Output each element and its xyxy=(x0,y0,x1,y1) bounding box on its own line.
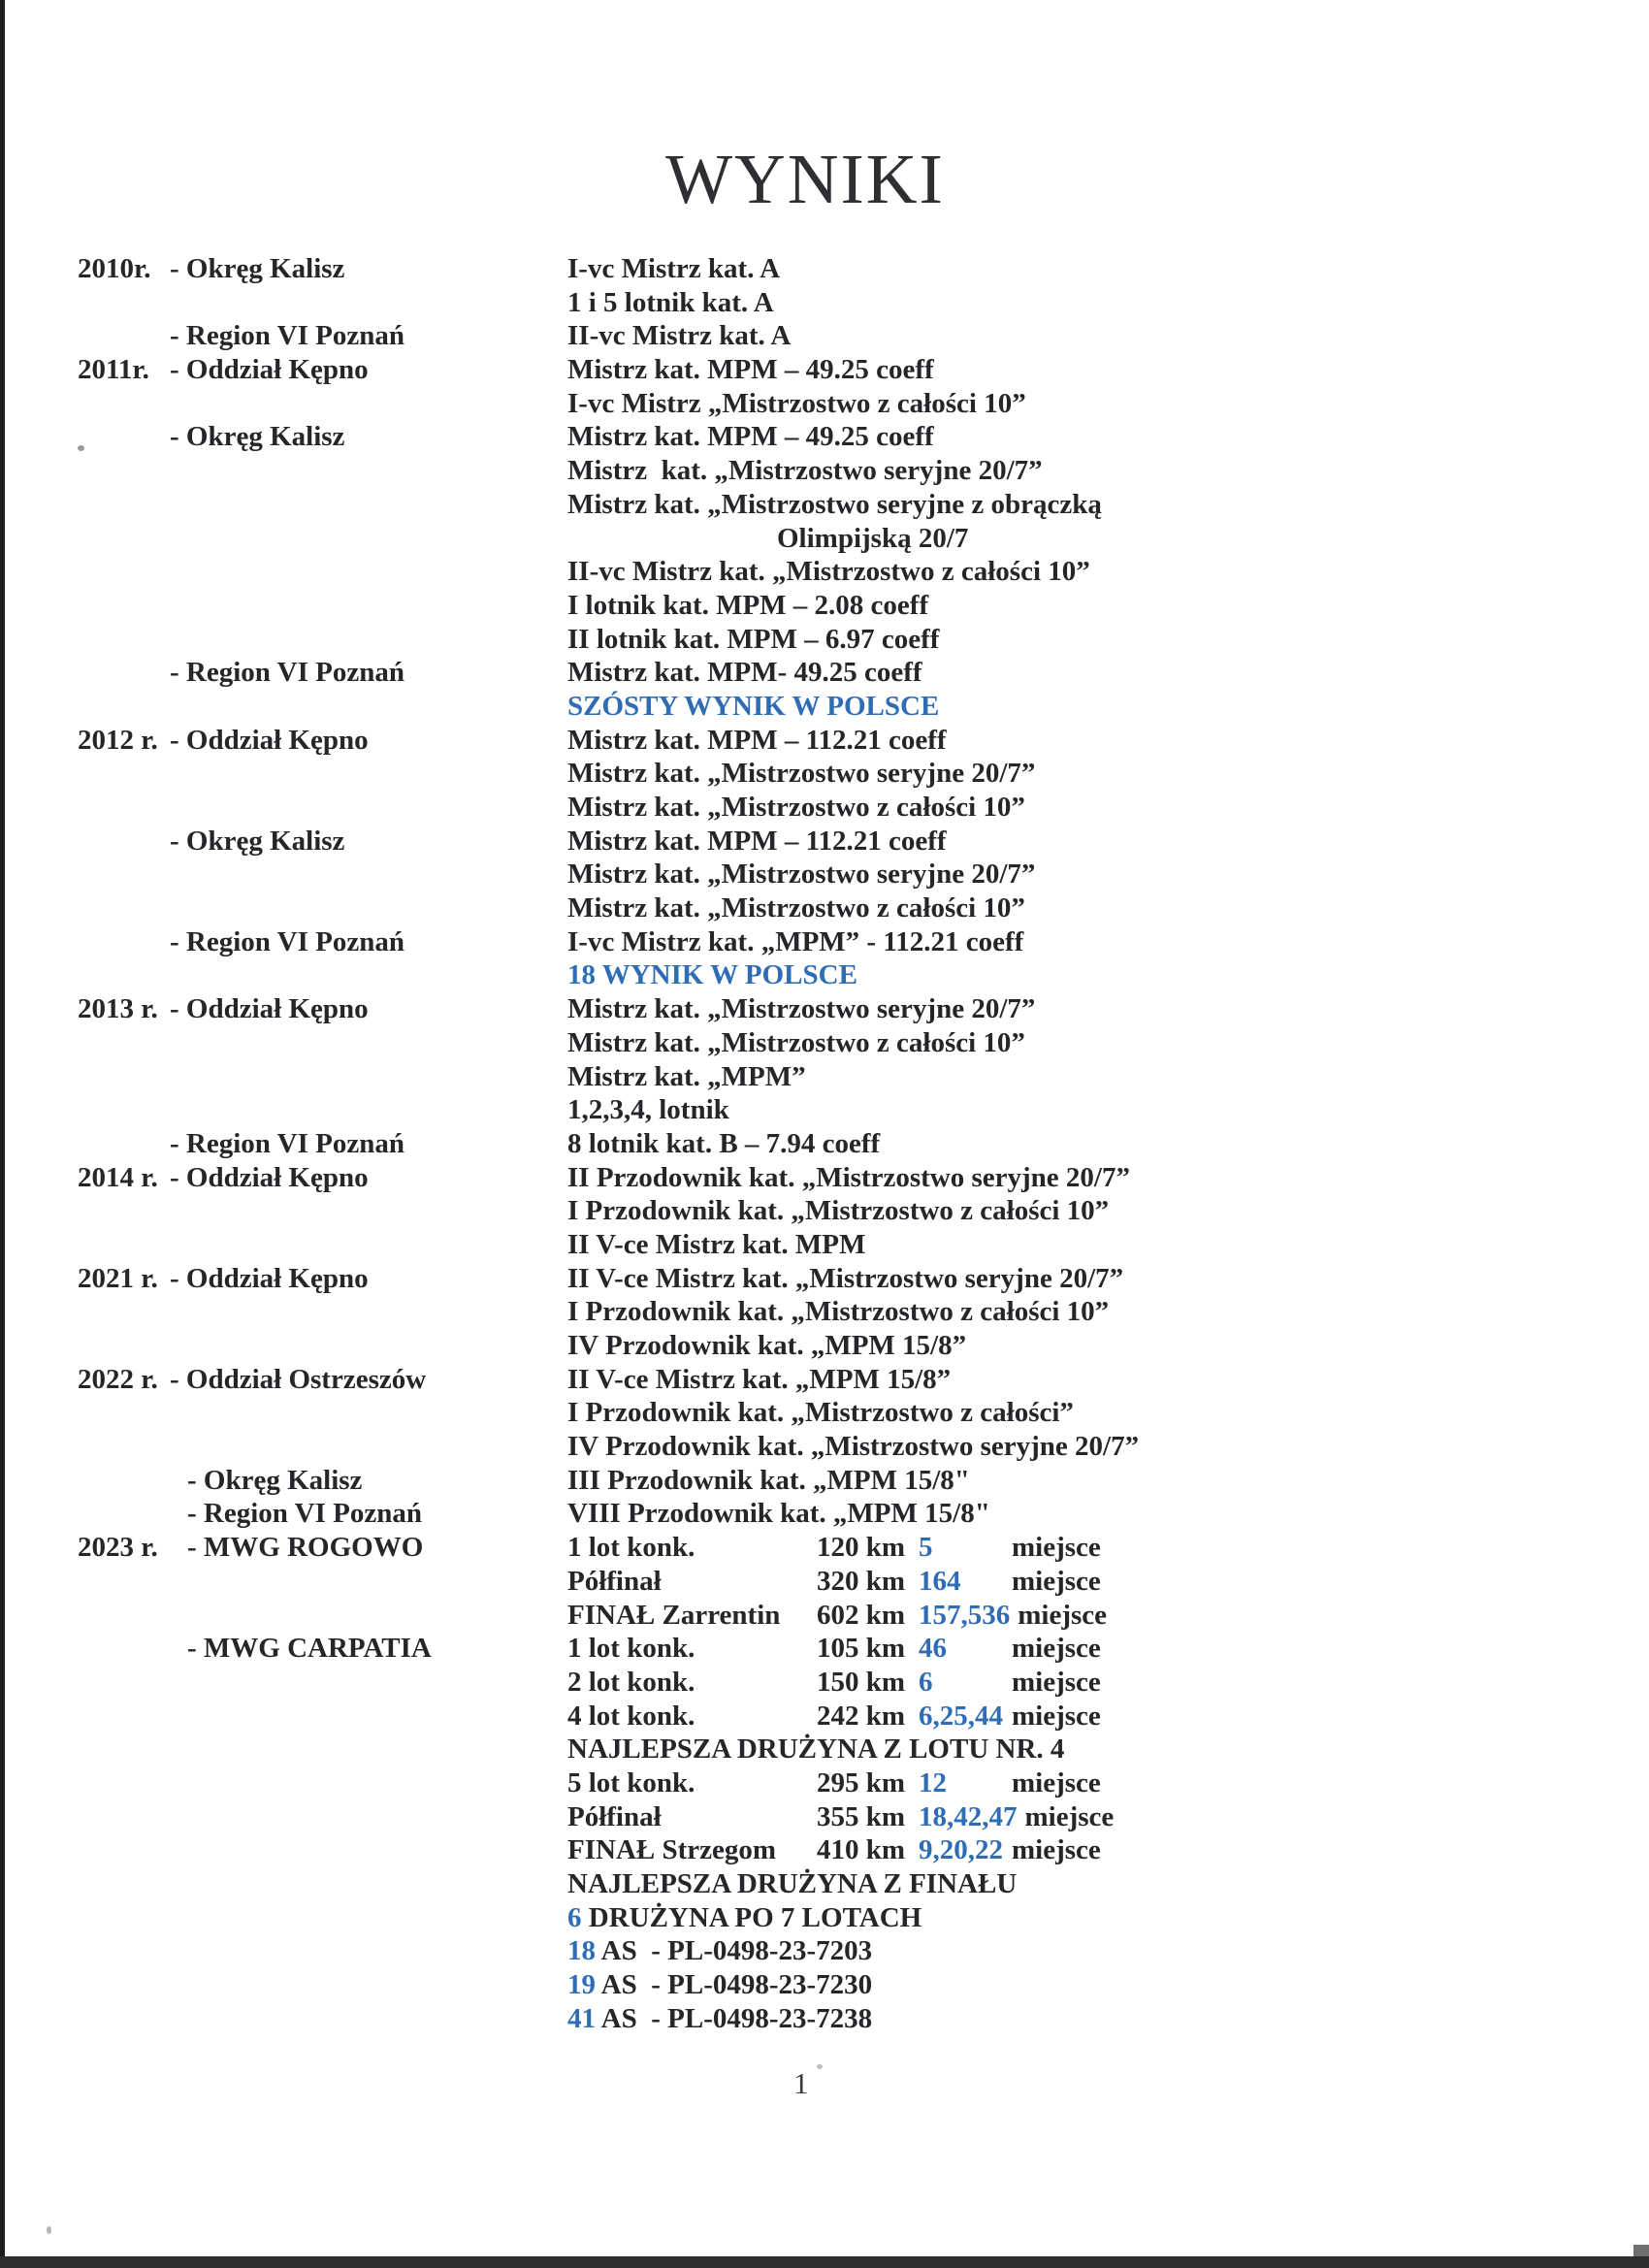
result-row xyxy=(78,858,1649,891)
flight-place-suffix: miejsce xyxy=(1012,1666,1101,1698)
year-label: 2021 r. xyxy=(78,1262,158,1294)
result-text xyxy=(567,1766,1649,1800)
result-text xyxy=(567,1968,1649,2002)
flight-place: 18,42,47 xyxy=(919,1800,1018,1832)
result-text: I Przodownik kat. „Mistrzostwo z całości 10” xyxy=(567,1195,1110,1227)
flight-place-suffix: miejsce xyxy=(1012,1633,1101,1665)
flight-place: 164 xyxy=(919,1565,961,1597)
result-row xyxy=(78,555,1649,589)
flight-place-suffix: miejsce xyxy=(1018,1599,1108,1631)
result-text: Mistrz kat. MPM- 49.25 coeff xyxy=(567,657,922,689)
org-label: - Region VI Poznań xyxy=(170,925,404,957)
result-text: Mistrz kat. „Mistrzostwo seryjne 20/7” xyxy=(567,859,1036,891)
flight-label: 5 lot konk. xyxy=(567,1766,695,1798)
flight-place-suffix: miejsce xyxy=(1012,1700,1101,1732)
result-text: II-vc Mistrz kat. „Mistrzostwo z całości 10” xyxy=(567,556,1090,588)
result-text: VIII Przodownik kat. „MPM 15/8" xyxy=(567,1498,990,1530)
result-text: II Przodownik kat. „Mistrzostwo seryjne 20/7” xyxy=(567,1161,1130,1193)
result-text: II-vc Mistrz kat. A xyxy=(567,320,792,352)
flight-label: FINAŁ Zarrentin xyxy=(567,1599,781,1631)
result-text: I-vc Mistrz kat. A xyxy=(567,253,781,284)
result-row xyxy=(78,1093,1649,1127)
result-text: 1,2,3,4, lotnik xyxy=(567,1094,729,1126)
result-text xyxy=(567,1800,1649,1834)
flight-distance: 295 km xyxy=(816,1766,905,1798)
org-label: - Oddział Kępno xyxy=(170,1161,369,1193)
result-text xyxy=(567,1599,1649,1633)
flight-label: 1 lot konk. xyxy=(567,1633,695,1665)
year-label: 2011r. xyxy=(78,354,149,386)
org-label: - MWG CARPATIA xyxy=(187,1633,432,1665)
result-part: 19 xyxy=(567,1969,601,2001)
year-label: 2013 r. xyxy=(78,993,158,1025)
result-text xyxy=(567,1666,1649,1700)
result-row xyxy=(78,319,1649,353)
result-row xyxy=(78,522,1649,556)
result-text: IV Przodownik kat. „MPM 15/8” xyxy=(567,1330,967,1361)
result-row xyxy=(78,724,1649,758)
result-text: II V-ce Mistrz kat. „Mistrzostwo seryjne 20/7” xyxy=(567,1262,1124,1294)
result-row xyxy=(78,1934,1649,1968)
result-row xyxy=(78,1867,1649,1901)
flight-label: Półfinał xyxy=(567,1565,662,1597)
result-row xyxy=(78,286,1649,320)
result-row xyxy=(78,1800,1649,1834)
flight-distance: 150 km xyxy=(816,1666,905,1698)
result-row xyxy=(78,589,1649,623)
org-label: - Region VI Poznań xyxy=(170,657,404,689)
flight-place: 9,20,22 xyxy=(919,1834,1003,1866)
result-row xyxy=(78,825,1649,859)
flight-label: Półfinał xyxy=(567,1800,662,1832)
result-row xyxy=(78,925,1649,959)
result-row xyxy=(78,488,1649,522)
flight-distance: 602 km xyxy=(816,1599,905,1631)
result-part: 18 xyxy=(567,1935,601,1967)
scan-speck xyxy=(47,2226,51,2234)
org-label: - Okręg Kalisz xyxy=(170,825,345,857)
scan-bottom-edge xyxy=(0,2256,1649,2268)
result-row xyxy=(78,757,1649,791)
result-row xyxy=(78,387,1649,421)
flight-label: 4 lot konk. xyxy=(567,1700,695,1732)
result-text: III Przodownik kat. „MPM 15/8" xyxy=(567,1464,970,1496)
result-part: 41 xyxy=(567,2002,601,2034)
result-text: Mistrz kat. MPM – 112.21 coeff xyxy=(567,724,947,756)
flight-place-suffix: miejsce xyxy=(1012,1766,1101,1798)
result-row xyxy=(78,1968,1649,2002)
result-row xyxy=(78,353,1649,387)
result-text: 18 WYNIK W POLSCE xyxy=(567,959,857,991)
year-label: 2010r. xyxy=(78,253,151,284)
result-row xyxy=(78,1295,1649,1329)
result-row xyxy=(78,1833,1649,1867)
result-row xyxy=(78,958,1649,992)
flight-label: 2 lot konk. xyxy=(567,1666,695,1698)
flight-distance: 410 km xyxy=(816,1834,905,1866)
flight-distance: 320 km xyxy=(816,1565,905,1597)
scan-left-edge xyxy=(0,0,5,2268)
year-label: 2012 r. xyxy=(78,724,158,756)
result-text: I lotnik kat. MPM – 2.08 coeff xyxy=(567,589,929,621)
result-row xyxy=(78,1700,1649,1733)
result-row xyxy=(78,891,1649,925)
org-label: - Okręg Kalisz xyxy=(170,253,345,284)
result-row xyxy=(78,1329,1649,1363)
page-title: WYNIKI xyxy=(665,140,945,218)
result-text: I Przodownik kat. „Mistrzostwo z całości 10” xyxy=(567,1296,1110,1328)
result-row xyxy=(78,1901,1649,1935)
result-row xyxy=(78,420,1649,454)
flight-label: FINAŁ Strzegom xyxy=(567,1834,777,1866)
result-row xyxy=(78,1194,1649,1228)
result-text: IV Przodownik kat. „Mistrzostwo seryjne 20/7” xyxy=(567,1431,1140,1463)
org-label: - Oddział Kępno xyxy=(170,724,369,756)
flight-place: 157,536 xyxy=(919,1599,1011,1631)
result-row xyxy=(78,1026,1649,1060)
flight-place: 46 xyxy=(919,1633,947,1665)
result-row xyxy=(78,791,1649,825)
result-part: AS - PL-0498-23-7238 xyxy=(600,2002,873,2034)
result-text: 1 i 5 lotnik kat. A xyxy=(567,286,774,318)
flight-distance: 242 km xyxy=(816,1700,905,1732)
flight-label: 1 lot konk. xyxy=(567,1532,695,1564)
result-row xyxy=(78,1396,1649,1430)
result-row xyxy=(78,1733,1649,1766)
flight-place-suffix: miejsce xyxy=(1012,1532,1101,1564)
flight-place-suffix: miejsce xyxy=(1012,1834,1101,1866)
org-label: - Oddział Ostrzeszów xyxy=(170,1363,427,1395)
result-row xyxy=(78,1363,1649,1397)
year-label: 2022 r. xyxy=(78,1363,158,1395)
result-text: Mistrz kat. MPM – 112.21 coeff xyxy=(567,825,947,857)
result-part: AS - PL-0498-23-7230 xyxy=(600,1969,873,2001)
result-row xyxy=(78,1531,1649,1565)
result-text: NAJLEPSZA DRUŻYNA Z FINAŁU xyxy=(567,1868,1018,1899)
result-row xyxy=(78,1497,1649,1531)
result-part: DRUŻYNA PO 7 LOTACH xyxy=(588,1901,922,1933)
flight-place-suffix: miejsce xyxy=(1024,1800,1115,1832)
org-label: - Oddział Kępno xyxy=(170,1262,369,1294)
result-row xyxy=(78,1666,1649,1700)
org-label: - Region VI Poznań xyxy=(170,1127,404,1159)
result-text: I-vc Mistrz kat. „MPM” - 112.21 coeff xyxy=(567,925,1024,957)
result-text xyxy=(567,2002,1649,2036)
result-row xyxy=(78,1632,1649,1666)
result-text: Mistrz kat. MPM – 49.25 coeff xyxy=(567,354,934,386)
result-text: I-vc Mistrz „Mistrzostwo z całości 10” xyxy=(567,387,1026,419)
result-text xyxy=(567,1901,1649,1935)
result-text: Mistrz kat. „Mistrzostwo seryjne 20/7” xyxy=(567,993,1036,1025)
flight-distance: 105 km xyxy=(816,1633,905,1665)
org-label: - Region VI Poznań xyxy=(187,1498,422,1530)
result-text: Olimpijską 20/7 xyxy=(777,522,969,554)
result-text: Mistrz kat. „Mistrzostwo seryjne 20/7” xyxy=(567,758,1036,790)
flight-place: 6,25,44 xyxy=(919,1700,1003,1732)
result-row xyxy=(78,1161,1649,1195)
result-row xyxy=(78,1565,1649,1599)
org-label: - Region VI Poznań xyxy=(170,320,404,352)
result-text: Mistrz kat. „Mistrzostwo seryjne 20/7” xyxy=(567,455,1043,487)
result-row xyxy=(78,690,1649,724)
result-text: Mistrz kat. MPM – 49.25 coeff xyxy=(567,421,934,453)
flight-place: 5 xyxy=(919,1532,933,1564)
flight-place: 6 xyxy=(919,1666,933,1698)
results-list xyxy=(78,252,1649,2035)
org-label: - Oddział Kępno xyxy=(170,993,369,1025)
result-row xyxy=(78,1127,1649,1161)
result-row xyxy=(78,1060,1649,1094)
result-text: NAJLEPSZA DRUŻYNA Z LOTU NR. 4 xyxy=(567,1733,1065,1766)
result-text: I Przodownik kat. „Mistrzostwo z całości” xyxy=(567,1397,1074,1429)
result-text: SZÓSTY WYNIK W POLSCE xyxy=(567,690,940,722)
result-text: II V-ce Mistrz kat. MPM xyxy=(567,1228,866,1260)
result-text: 8 lotnik kat. B – 7.94 coeff xyxy=(567,1127,881,1159)
result-row xyxy=(78,1430,1649,1464)
result-text: Mistrz kat. „Mistrzostwo z całości 10” xyxy=(567,1026,1025,1058)
result-row xyxy=(78,1262,1649,1296)
result-part: AS - PL-0498-23-7203 xyxy=(600,1935,873,1967)
year-label: 2023 r. xyxy=(78,1532,158,1564)
org-label: - Okręg Kalisz xyxy=(170,421,345,453)
result-text xyxy=(567,1632,1649,1666)
result-row xyxy=(78,454,1649,488)
flight-place: 12 xyxy=(919,1766,947,1798)
result-row xyxy=(78,252,1649,286)
result-text: Mistrz kat. „Mistrzostwo z całości 10” xyxy=(567,892,1025,924)
scan-speck xyxy=(78,445,84,451)
result-row xyxy=(78,992,1649,1026)
org-label: - MWG ROGOWO xyxy=(187,1532,424,1564)
result-text xyxy=(567,1833,1649,1867)
result-row xyxy=(78,1464,1649,1498)
scan-speck xyxy=(817,2064,823,2069)
result-row xyxy=(78,656,1649,690)
result-row xyxy=(78,2002,1649,2036)
result-row xyxy=(78,1766,1649,1800)
flight-distance: 120 km xyxy=(816,1532,905,1564)
result-row xyxy=(78,623,1649,657)
year-label: 2014 r. xyxy=(78,1161,158,1193)
org-label: - Oddział Kępno xyxy=(170,354,369,386)
result-text xyxy=(567,1531,1649,1565)
result-row xyxy=(78,1599,1649,1633)
result-text: II V-ce Mistrz kat. „MPM 15/8” xyxy=(567,1363,952,1395)
result-row xyxy=(78,1228,1649,1262)
org-label: - Okręg Kalisz xyxy=(187,1464,363,1496)
page-number: 1 xyxy=(793,2066,809,2100)
result-text xyxy=(567,1700,1649,1733)
result-text: Mistrz kat. „Mistrzostwo z całości 10” xyxy=(567,792,1025,823)
flight-place-suffix: miejsce xyxy=(1012,1565,1101,1597)
result-text xyxy=(567,1565,1649,1599)
result-text: Mistrz kat. „Mistrzostwo seryjne z obrączką xyxy=(567,488,1102,520)
result-text xyxy=(567,1934,1649,1968)
result-part: 6 xyxy=(567,1901,589,1933)
flight-distance: 355 km xyxy=(816,1800,905,1832)
result-text: Mistrz kat. „MPM” xyxy=(567,1060,806,1092)
result-text: II lotnik kat. MPM – 6.97 coeff xyxy=(567,623,940,655)
